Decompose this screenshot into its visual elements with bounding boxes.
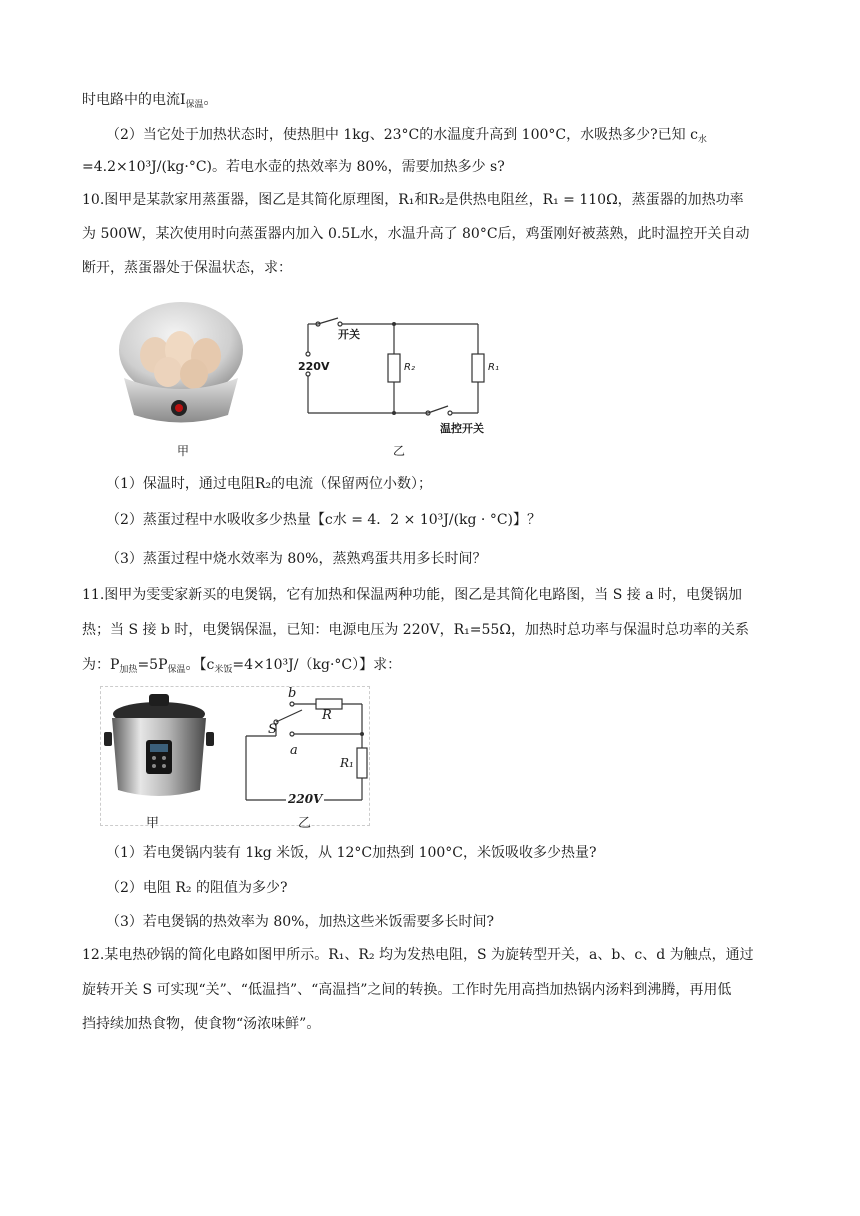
question-11-line: 热；当 S 接 b 时，电煲锅保温，已知：电源电压为 220V，R₁=55Ω，加热时总功率与保温时总功率的关系 [82, 622, 749, 638]
rice-cooker-photo [104, 692, 214, 804]
question-10-line: 断开，蒸蛋器处于保温状态，求： [82, 260, 292, 276]
question-10-line: 10.图甲是某款家用蒸蛋器，图乙是其简化原理图，R₁和R₂是供热电阻丝，R₁ = 110Ω，蒸蛋器的加热功率 [82, 192, 744, 208]
r2-label: R₂ [404, 362, 415, 373]
contact-a-label: a [290, 743, 298, 758]
contact-b-label: b [288, 686, 297, 701]
figure-label-jia: 甲 [177, 444, 190, 458]
question-10-part-1: （1）保温时，通过电阻R₂的电流（保留两位小数）； [106, 476, 433, 492]
question-10-part-2: （2）蒸蛋过程中水吸收多少热量【c水 = 4．2 × 10³J/(kg · °C)】？ [106, 512, 542, 528]
cooker-circuit-diagram [240, 692, 370, 807]
thermo-switch-label: 温控开关 [440, 422, 484, 435]
voltage-label: 220V [298, 360, 330, 373]
text-line: （2）当它处于加热状态时，使热胆中 1kg、23°C的水温度升高到 100°C，水吸热多少?已知 $c_水$ [106, 127, 707, 145]
switch-label: 开关 [338, 328, 360, 341]
text-line: 时电路中的电流$I_{保温}$。 [82, 92, 218, 110]
figure-label-yi: 乙 [298, 816, 312, 831]
r1-label: R₁ [488, 362, 499, 373]
question-11-part-3: （3）若电煲锅的热效率为 80%，加热这些米饭需要多长时间? [106, 914, 494, 930]
r-label: R [322, 708, 332, 723]
text-line: =4.2×10³J/(kg·°C)。若电水壶的热效率为 80%，需要加热多少 s? [82, 159, 505, 175]
voltage-label: 220V [288, 792, 323, 806]
question-11-line: 为：$P_{加热}=5P_{保温}$。【$c_{米饭}=4\times 10^3J/(kg\cdot^\circ C)$】求： [82, 657, 402, 675]
question-12-line: 12.某电热砂锅的简化电路如图甲所示。R₁、R₂ 均为发热电阻，S 为旋转型开关，a、b、c、d 为触点，通过 [82, 947, 754, 963]
r1-label: R₁ [340, 756, 354, 770]
egg-steamer-photo [110, 300, 252, 430]
question-10-line: 为 500W，某次使用时向蒸蛋器内加入 0.5L水，水温升高了 80°C后，鸡蛋刚好被蒸熟，此时温控开关自动 [82, 226, 750, 242]
question-11-line: 11.图甲为雯雯家新买的电煲锅，它有加热和保温两种功能，图乙是其简化电路图，当 S 接 a 时，电煲锅加 [82, 587, 743, 603]
switch-s-label: S [268, 722, 277, 737]
question-11-part-1: （1）若电煲锅内装有 1kg 米饭，从 12°C加热到 100°C，米饭吸收多少热量? [106, 845, 597, 861]
figure-label-jia: 甲 [146, 816, 160, 831]
steamer-circuit-diagram [290, 314, 500, 434]
question-10-part-3: （3）蒸蛋过程中烧水效率为 80%，蒸熟鸡蛋共用多长时间？ [106, 551, 487, 567]
question-12-line: 旋转开关 S 可实现“关”、“低温挡”、“高温挡”之间的转换。工作时先用高挡加热锅内汤料到沸腾，再用低 [82, 982, 732, 998]
question-12-line: 挡持续加热食物，使食物“汤浓味鲜”。 [82, 1016, 321, 1032]
question-11-part-2: （2）电阻 R₂ 的阻值为多少? [106, 880, 288, 896]
figure-label-yi: 乙 [393, 444, 406, 458]
